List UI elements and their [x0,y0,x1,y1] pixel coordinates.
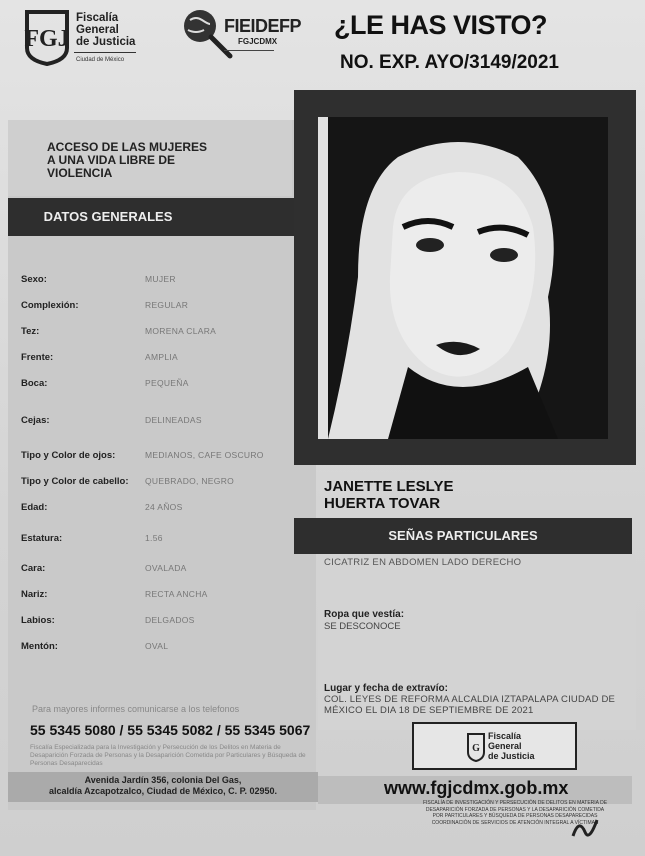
field-label: Edad: [21,502,48,513]
field-label: Sexo: [21,274,47,285]
field-value: 1.56 [145,533,163,543]
field-label: Mentón: [21,641,58,652]
field-label: Cara: [21,563,46,574]
field-label: Frente: [21,352,54,363]
field-value: REGULAR [145,300,189,310]
field-value: RECTA ANCHA [145,589,208,599]
senas-heading: SEÑAS PARTICULARES [388,528,538,543]
person-photo [318,117,608,439]
address: Avenida Jardín 356, colonia Del Gas, alcaldía Azcapotzalco, Ciudad de México, C. P. 02950. [48,775,278,796]
svg-text:G: G [472,743,480,754]
location-value: COL. LEYES DE REFORMA ALCALDIA IZTAPALAPA CIUDAD DE MÉXICO EL DIA 18 DE SEPTIEMBRE DE 2021 [324,694,616,716]
field-label: Tipo y Color de cabello: [21,476,129,487]
phone-numbers[interactable]: 55 5345 5080 / 55 5345 5082 / 55 5345 5067 [30,722,311,738]
field-label: Boca: [21,378,48,389]
field-value: 24 AÑOS [145,502,183,512]
clothing-label: Ropa que vestía: [324,609,405,620]
divider [74,52,136,53]
contact-note: Para mayores informes comunicarse a los telefonos [32,704,240,714]
poster-title: ¿LE HAS VISTO? [334,10,548,40]
person-name: JANETTE LESLYE HUERTA TOVAR [324,478,454,512]
divider [224,50,274,51]
fgj-stamp-icon [466,732,486,762]
expediente-number: NO. EXP. AYO/3149/2021 [340,52,560,73]
field-value: DELGADOS [145,615,195,625]
field-value: OVALADA [145,563,187,573]
fgj-name: Fiscalía General de Justicia [76,12,136,48]
clothing-value: SE DESCONOCE [324,621,401,632]
website-link[interactable]: www.fgjcdmx.gob.mx [384,778,569,798]
signature-mark-icon [565,808,605,848]
field-value: MUJER [145,274,176,284]
field-label: Cejas: [21,415,50,426]
datos-heading: DATOS GENERALES [43,209,173,224]
fgj-city: Ciudad de México [76,57,125,63]
field-label: Estatura: [21,533,63,544]
field-label: Nariz: [21,589,48,600]
location-label: Lugar y fecha de extravío: [324,683,448,694]
field-value: DELINEADAS [145,415,202,425]
field-label: Tipo y Color de ojos: [21,450,116,461]
field-value: MORENA CLARA [145,326,217,336]
fieidefp-sub: FGJCDMX [238,37,278,46]
fgj-logo-icon [22,8,72,66]
field-label: Tez: [21,326,40,337]
portrait-image [318,117,608,439]
stamp-fine-print: FISCALÍA DE INVESTIGACIÓN Y PERSECUCIÓN DE DELITOS EN MATERIA DE DESAPARICIÓN FORZADA DE PERSONAS Y LA DESAPARICIÓN COMETIDA POR PARTICULARES Y BÚSQUEDA DE PERSONAS DESAPARECIDAS COORDINACIÓN DE SERVICIOS DE ATENCIÓN INTEGRAL A VÍCTIMAS [422,800,608,826]
field-value: OVAL [145,641,169,651]
access-text: ACCESO DE LAS MUJERES A UNA VIDA LIBRE DE VIOLENCIA [47,140,208,180]
distinguishing-feature: CICATRIZ EN ABDOMEN LADO DERECHO [324,557,522,568]
field-label: Labios: [21,615,55,626]
fine-print: Fiscalía Especializada para la Investigación y Persecución de los Delitos en Materia de Desaparición Forzada de Personas y la Desaparición Cometida por Particulares y Búsqueda de Personas Desaparecidas [30,744,306,767]
field-value: PEQUEÑA [145,378,189,388]
field-value: QUEBRADO, NEGRO [145,476,235,486]
stamp-text: Fiscalía General de Justicia [488,731,535,761]
svg-text:FGJ: FGJ [24,26,70,52]
field-label: Complexión: [21,300,79,311]
fieidefp-title: FIEIDEFP [224,16,302,36]
field-value: MEDIANOS, CAFE OSCURO [145,450,264,460]
field-value: AMPLIA [145,352,178,362]
